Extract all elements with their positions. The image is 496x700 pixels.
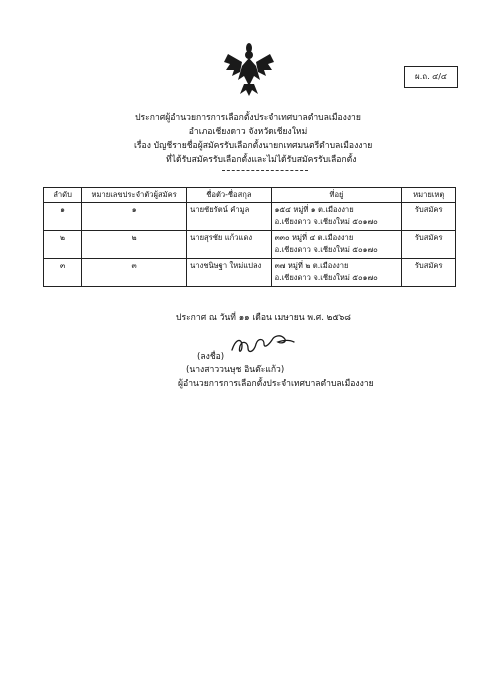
address-line-2: อ.เชียงดาว จ.เชียงใหม่ ๕๐๑๗๐ [274,245,378,254]
table-row [44,231,456,259]
row-candidate-number: ๓ [82,259,187,287]
row-address [271,231,402,259]
header-address: ที่อยู่ [271,188,402,203]
address-line-2: อ.เชียงดาว จ.เชียงใหม่ ๕๐๑๗๐ [274,273,378,282]
announcement-title: ประกาศผู้อำนวยการการเลือกตั้งประจำเทศบาลตำบลเมืองงาย [135,113,361,123]
row-candidate-number: ๑ [82,203,187,231]
form-code-box: ผ.ถ. ๔/๔ [404,66,458,88]
table-header-row [44,188,456,203]
candidate-table [43,187,456,287]
announcement-date: ประกาศ ณ วันที่ ๑๑ เดือน เมษายน พ.ศ. ๒๕๖๘ [176,313,351,323]
row-name: นายชัยรัตน์ คำมูล [187,203,271,231]
header-candidate-number: หมายเลขประจำตัวผู้สมัคร [82,188,187,203]
row-note: รับสมัคร [402,203,456,231]
address-line-1: ๑๕๔ หมู่ที่ ๑ ต.เมืองงาย [274,205,354,214]
signer-position: ผู้อำนวยการการเลือกตั้งประจำเทศบาลตำบลเมืองงาย [178,379,374,389]
dashed-divider [222,170,308,171]
header-note: หมายเหตุ [402,188,456,203]
address-line-1: ๓๗ หมู่ที่ ๒ ต.เมืองงาย [274,261,349,270]
handwritten-signature [228,330,298,358]
address-line-1: ๓๓๐ หมู่ที่ ๔ ต.เมืองงาย [274,233,354,242]
row-name: นางชนิษฐา ใหม่แปลง [187,259,271,287]
table-row [44,259,456,287]
row-no: ๑ [44,203,82,231]
row-address [271,259,402,287]
header-name: ชื่อตัว-ชื่อสกุล [187,188,271,203]
row-name: นายสุรชัย แก้วแดง [187,231,271,259]
row-note: รับสมัคร [402,259,456,287]
subject-line: เรื่อง บัญชีรายชื่อผู้สมัครรับเลือกตั้งนายกเทศมนตรีตำบลเมืองงาย [134,141,373,151]
garuda-emblem-icon [222,40,276,98]
header-no: ลำดับ [44,188,82,203]
row-address [271,203,402,231]
signer-name: (นางสาววนษุช อินต๊ะแก้ว) [186,365,285,375]
signed-label: (ลงชื่อ) [197,352,225,362]
district-province-line: อำเภอเชียงดาว จังหวัดเชียงใหม่ [188,127,308,137]
address-line-2: อ.เชียงดาว จ.เชียงใหม่ ๕๐๑๗๐ [274,217,378,226]
row-note: รับสมัคร [402,231,456,259]
row-candidate-number: ๒ [82,231,187,259]
row-no: ๓ [44,259,82,287]
table-row [44,203,456,231]
row-no: ๒ [44,231,82,259]
subject-continuation-line: ที่ได้รับสมัครรับเลือกตั้งและไม่ได้รับสมัครรับเลือกตั้ง [166,155,357,165]
